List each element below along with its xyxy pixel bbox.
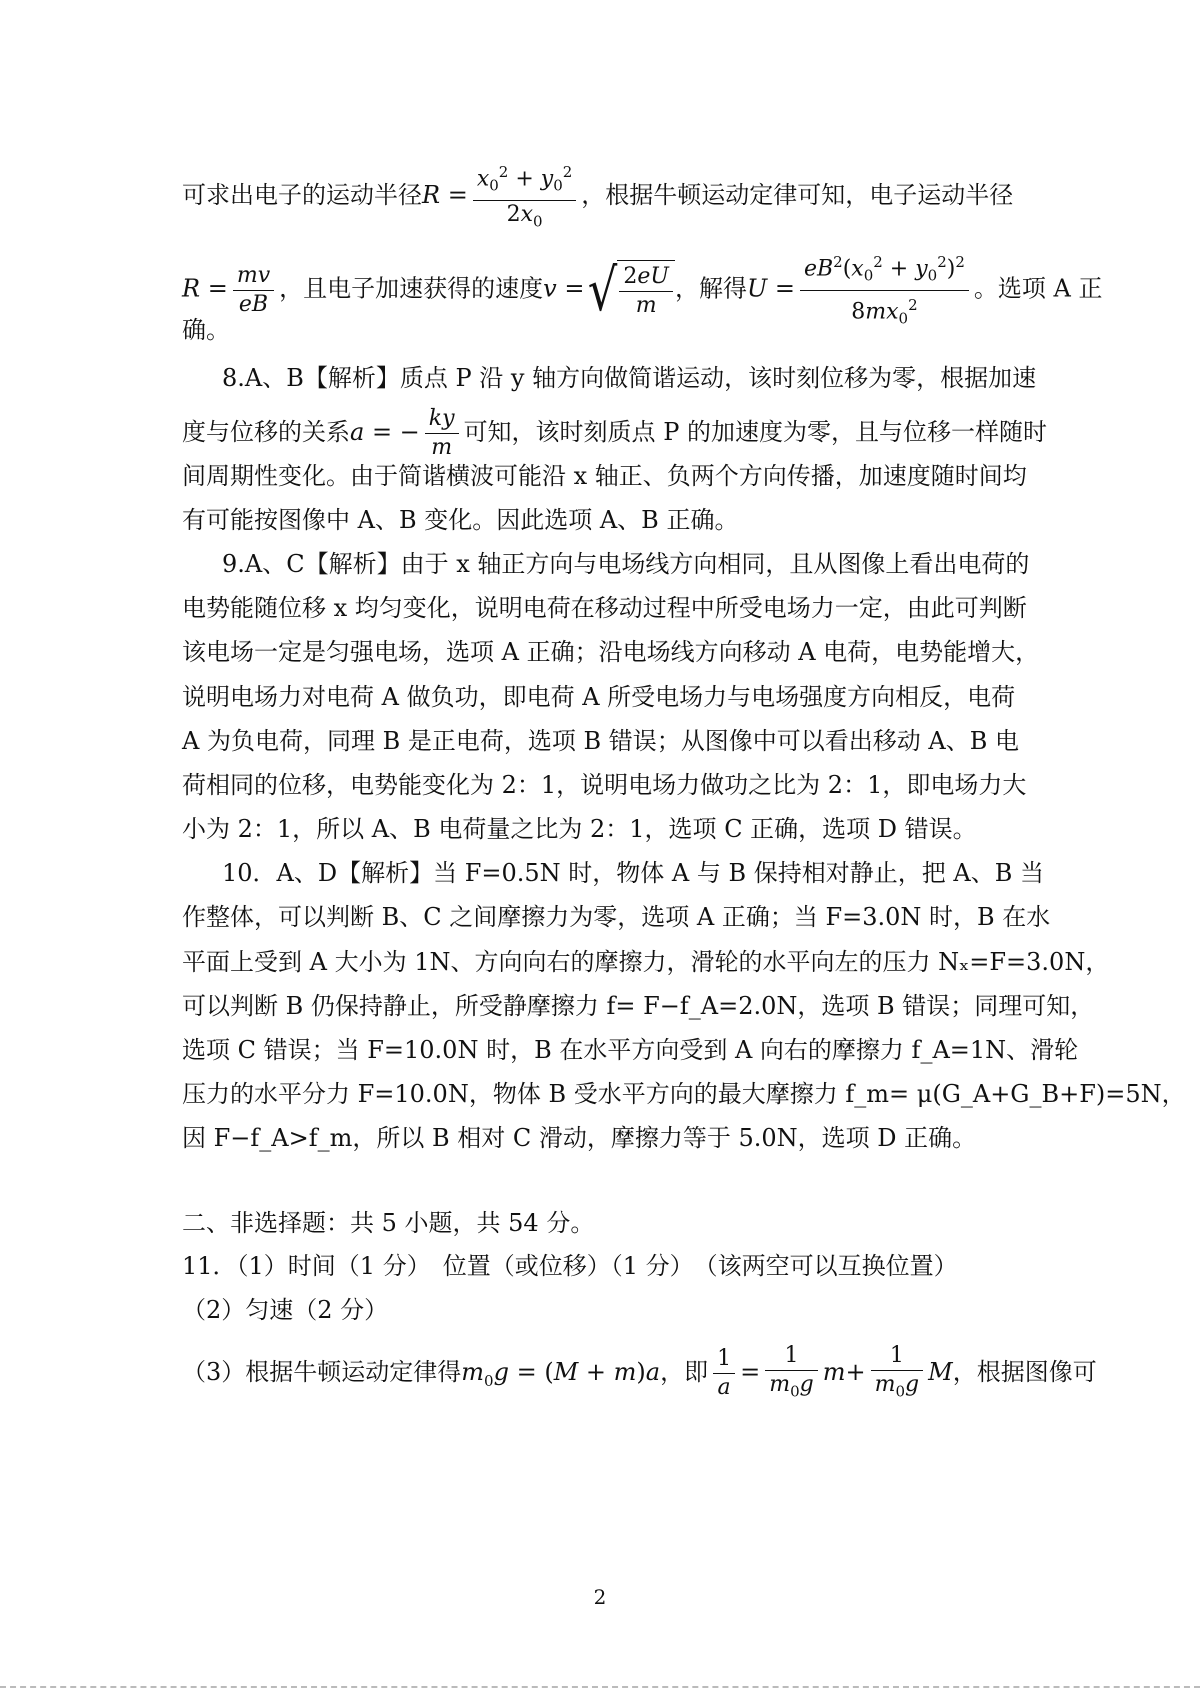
fraction-one-over-m0g: $\frac{1}{m_0g}$ xyxy=(765,1342,818,1405)
q9-line-7: 小为 2：1，所以 A、B 电荷量之比为 2：1，选项 C 正确，选项 D 错误。 xyxy=(182,815,977,843)
section-heading: 二、非选择题：共 5 小题，共 54 分。 xyxy=(182,1209,595,1237)
q8-line-2: 度与位移的关系a = − $\frac{ky}{m}$ 可知，该时刻质点 P 的加速度为零，且与位移一样随时 xyxy=(182,406,1047,460)
fraction-radius: $\frac{x_0^2 + y_0^2}{2x_0}$ xyxy=(473,158,576,235)
q10-line-7: 因 F−f_A>f_m，所以 B 相对 C 滑动，摩擦力等于 5.0N，选项 D 正确。 xyxy=(182,1124,977,1152)
q8-line-1: 8.A、B【解析】质点 P 沿 y 轴方向做简谐运动，该时刻位移为零，根据加速 xyxy=(222,364,1037,392)
q9-line-6: 荷相同的位移，电势能变化为 2：1，说明电场力做功之比为 2：1，即电场力大 xyxy=(182,771,1027,799)
fraction-one-over-m0g: $\frac{1}{m_0g}$ xyxy=(871,1342,924,1405)
q8-line-4: 有可能按图像中 A、B 变化。因此选项 A、B 正确。 xyxy=(182,506,739,534)
q9-line-2: 电势能随位移 x 均匀变化，说明电荷在移动过程中所受电场力一定，由此可判断 xyxy=(182,594,1027,622)
q10-line-6: 压力的水平分力 F=10.0N，物体 B 受水平方向的最大摩擦力 f_m= μ(G_A+G_B+F)=5N， xyxy=(182,1080,1186,1108)
q11-line-1: 11．（1）时间（1 分） 位置（或位移）（1 分） （该两空可以互换位置） xyxy=(182,1252,958,1280)
q10-line-2: 作整体，可以判断 B、C 之间摩擦力为零，选项 A 正确；当 F=3.0N 时，B 在水 xyxy=(182,903,1051,931)
fraction-ky-m: $\frac{ky}{m}$ xyxy=(425,405,459,462)
text-line: R = $\frac{mv}{eB}$ ，且电子加速获得的速度v =√ $\frac{2eU}{m}$ ，解得U = $\frac{eB^2(x_0^2 + y_0^2)^2}{8mx_0^2}$ 。选项 A 正 xyxy=(182,248,1102,332)
q11-line-2: （2）匀速（2 分） xyxy=(182,1296,389,1324)
sqrt-velocity: √ $\frac{2eU}{m}$ xyxy=(584,260,675,320)
q10-line-5: 选项 C 错误；当 F=10.0N 时，B 在水平方向受到 A 向右的摩擦力 f_A=1N、滑轮 xyxy=(182,1036,1079,1064)
page-number: 2 xyxy=(593,1585,607,1609)
q10-line-1: 10．A、D【解析】当 F=0.5N 时，物体 A 与 B 保持相对静止，把 A、B 当 xyxy=(222,859,1045,887)
text-line: 可求出电子的运动半径R = $\frac{x_0^2 + y_0^2}{2x_0}$ ，根据牛顿运动定律可知，电子运动半径 xyxy=(182,158,1013,235)
fraction-one-over-a: $\frac{1}{a}$ xyxy=(713,1345,735,1402)
q9-line-4: 说明电场力对电荷 A 做负功，即电荷 A 所受电场力与电场强度方向相反，电荷 xyxy=(182,683,1016,711)
page-edge-divider xyxy=(0,1686,1200,1688)
q9-line-3: 该电场一定是匀强电场，选项 A 正确；沿电场线方向移动 A 电荷，电势能增大， xyxy=(182,638,1040,666)
q11-line-3: （3）根据牛顿运动定律得$m_0g = (M + m)a$，即 $\frac{1}{a}$ = $\frac{1}{m_0g}$ m+ $\frac{1}{m_0g}$ M，根据图像可 xyxy=(182,1342,1097,1405)
q9-line-1: 9.A、C【解析】由于 x 轴正方向与电场线方向相同，且从图像上看出电荷的 xyxy=(222,550,1030,578)
q10-line-4: 可以判断 B 仍保持静止，所受静摩擦力 f= F−f_A=2.0N，选项 B 错误；同理可知， xyxy=(182,992,1095,1020)
fraction-mv-eb: $\frac{mv}{eB}$ xyxy=(233,262,274,319)
q9-line-5: A 为负电荷，同理 B 是正电荷，选项 B 错误；从图像中可以看出移动 A、B 电 xyxy=(182,727,1019,755)
text-line: 确。 xyxy=(182,316,230,344)
fraction-voltage: $\frac{eB^2(x_0^2 + y_0^2)^2}{8mx_0^2}$ xyxy=(800,248,969,332)
q10-line-3: 平面上受到 A 大小为 1N、方向向右的摩擦力，滑轮的水平向左的压力 Nₓ=F=3.0N， xyxy=(182,948,1110,976)
formula-R: R xyxy=(422,181,441,210)
q8-line-3: 间周期性变化。由于简谐横波可能沿 x 轴正、负两个方向传播，加速度随时间均 xyxy=(182,462,1027,490)
